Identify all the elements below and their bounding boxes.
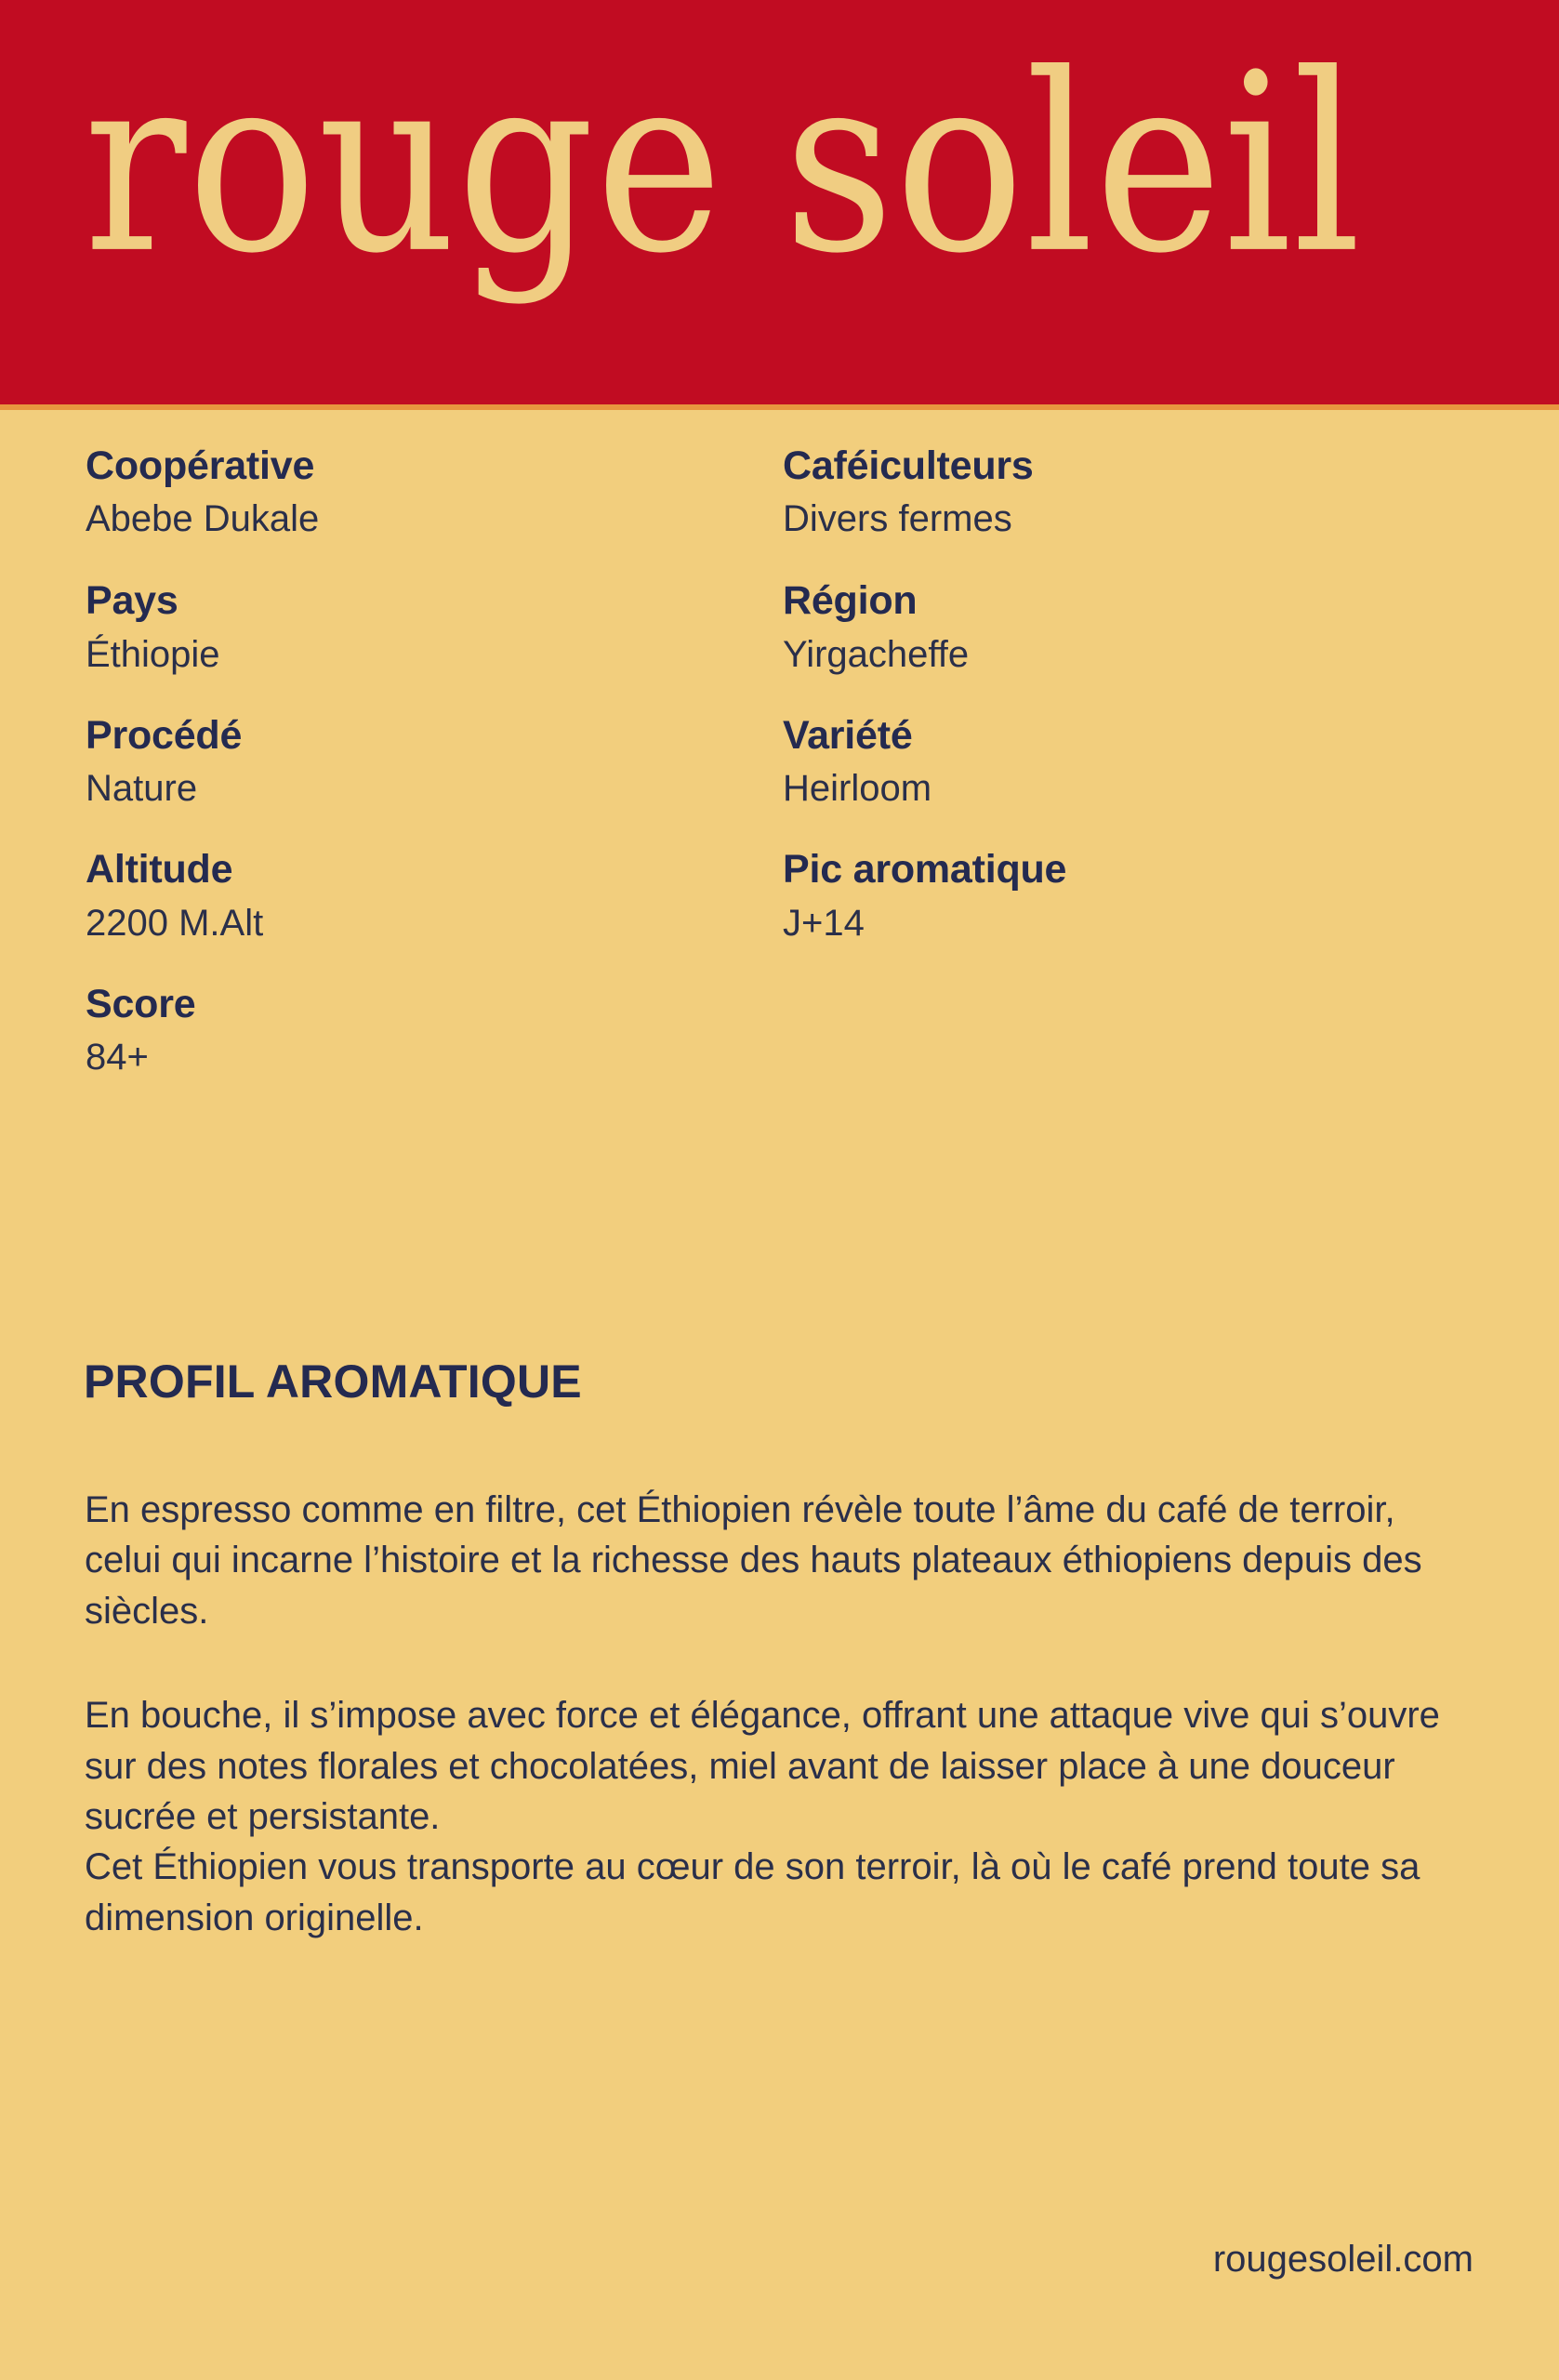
spec-row-spacer	[86, 944, 1480, 983]
spec-cell-variete	[783, 714, 1480, 809]
coffee-spec-grid	[86, 444, 1480, 1078]
spec-cell-cooperative	[86, 444, 783, 539]
spec-cell-score	[86, 983, 783, 1078]
spec-row-spacer	[86, 675, 1480, 714]
spec-row-spacer	[86, 809, 1480, 848]
spec-label: Procédé	[86, 712, 243, 758]
profil-aromatique-heading: PROFIL AROMATIQUE	[84, 1355, 582, 1408]
spec-label: Pays	[86, 578, 178, 624]
aroma-paragraph-2: En bouche, il s’impose avec force et élégance, offrant une attaque vive qui s’ouvre sur des notes florales et chocolatées, miel avant de laisser place à une douceur sucrée et persistante.	[85, 1695, 1440, 1837]
spec-value: Divers fermes	[783, 498, 1012, 540]
spec-cell-empty	[783, 983, 1480, 1078]
spec-value: Abebe Dukale	[86, 498, 320, 540]
spec-cell-pic-aromatique	[783, 848, 1480, 943]
spec-label: Coopérative	[86, 443, 315, 488]
aroma-paragraph-1: En espresso comme en filtre, cet Éthiopien révèle toute l’âme du café de terroir, celui qui incarne l’histoire et la richesse des hauts plateaux éthiopiens depuis des siècles.	[85, 1489, 1422, 1632]
spec-value: Heirloom	[783, 768, 932, 810]
website-url[interactable]: rougesoleil.com	[1212, 2239, 1473, 2280]
brand-logo	[84, 7, 1450, 322]
brand-word-soleil: soleil	[783, 20, 1363, 308]
spec-row	[86, 579, 1480, 674]
spec-value: 2200 M.Alt	[86, 902, 264, 944]
spec-row	[86, 444, 1480, 539]
spec-value: 84+	[86, 1037, 149, 1078]
spec-row	[86, 848, 1480, 943]
aroma-paragraph-3: Cet Éthiopien vous transporte au cœur de son terroir, là où le café prend toute sa dimension originelle.	[85, 1846, 1420, 1938]
spec-label: Caféiculteurs	[783, 443, 1034, 488]
spec-label: Pic aromatique	[783, 847, 1067, 892]
spec-row-spacer	[86, 539, 1480, 579]
aroma-description	[85, 1485, 1460, 1943]
spec-label: Altitude	[86, 847, 233, 892]
spec-cell-procede	[86, 714, 783, 809]
spec-value: J+14	[783, 902, 865, 944]
spec-row	[86, 983, 1480, 1078]
spec-row	[86, 714, 1480, 809]
spec-value: Éthiopie	[86, 633, 220, 675]
spec-cell-altitude	[86, 848, 783, 943]
spec-cell-pays	[86, 579, 783, 674]
spec-label: Région	[783, 578, 918, 624]
spec-label: Variété	[783, 712, 913, 758]
spec-cell-region	[783, 579, 1480, 674]
brand-word-rouge: rouge	[84, 20, 724, 308]
spec-value: Nature	[86, 768, 198, 810]
spec-label: Score	[86, 981, 196, 1026]
header-banner	[0, 0, 1559, 404]
spec-value: Yirgacheffe	[783, 633, 970, 675]
banner-accent-rule	[0, 404, 1559, 410]
spec-cell-cafeiculteurs	[783, 444, 1480, 539]
